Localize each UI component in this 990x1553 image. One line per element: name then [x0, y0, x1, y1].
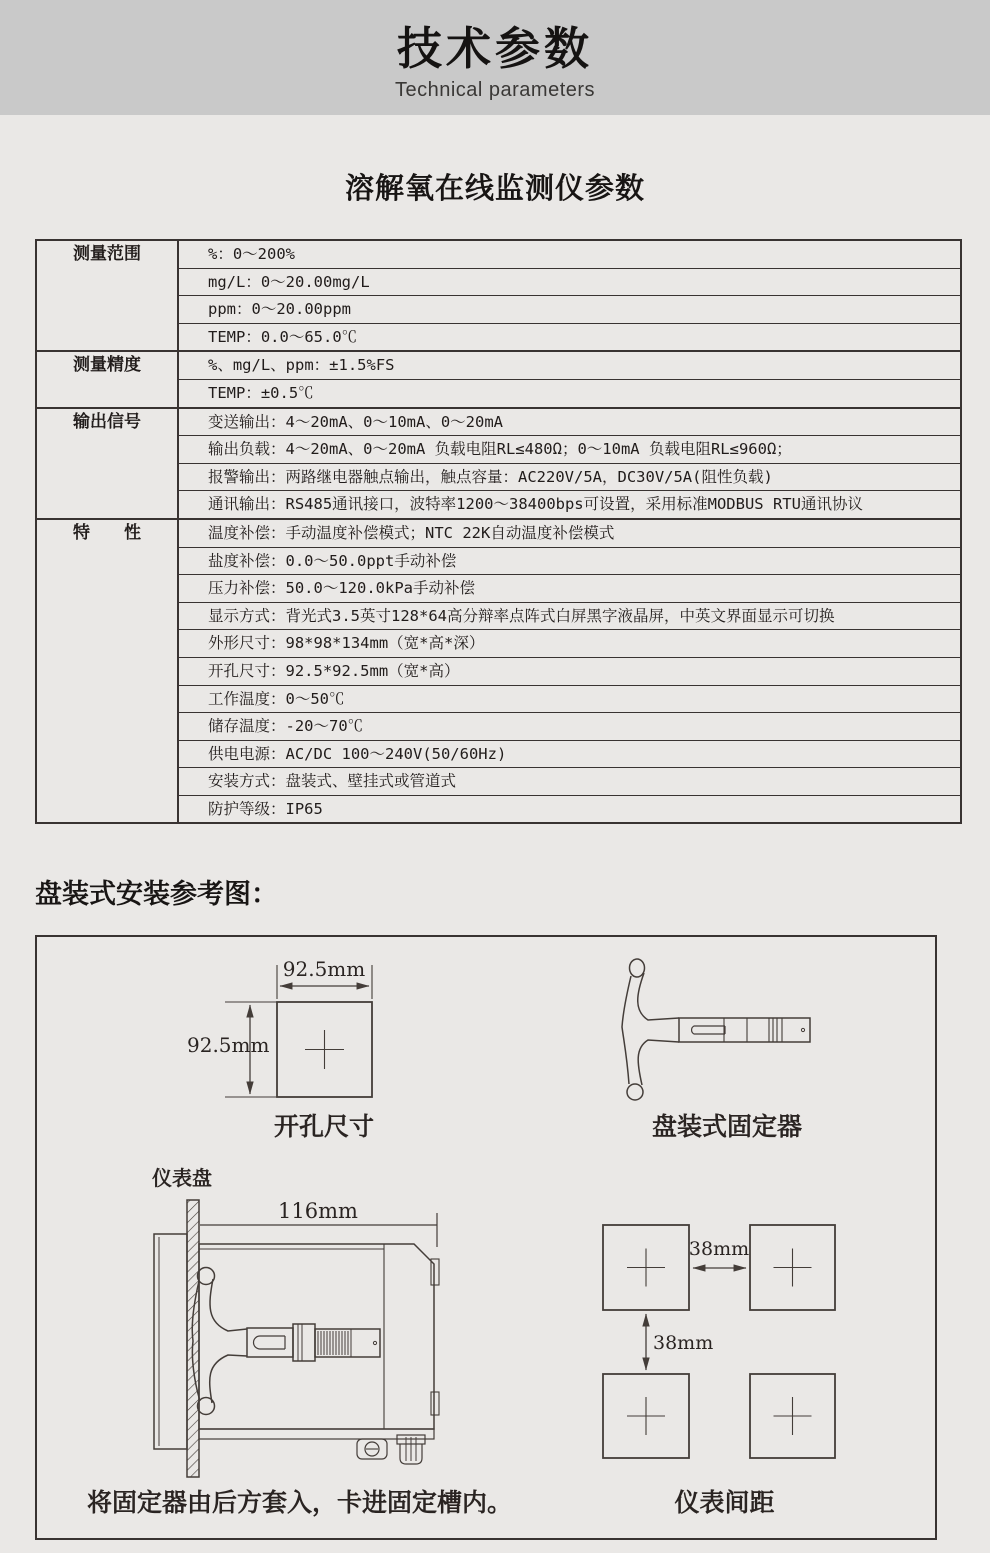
- spacing-v-dim-label: 38mm: [653, 1332, 714, 1354]
- table-row: 工作温度：0～50℃: [179, 685, 960, 713]
- table-group-label: 测量范围: [37, 241, 179, 350]
- header-banner: [0, 0, 990, 115]
- table-row: 报警输出：两路继电器触点输出，触点容量：AC220V/5A，DC30V/5A(阻性负载): [179, 463, 960, 491]
- table-row: mg/L：0～20.00mg/L: [179, 268, 960, 296]
- table-row: 输出负载：4～20mA、0～20mA 负载电阻RL≤480Ω；0～10mA 负载电阻RL≤960Ω；: [179, 435, 960, 463]
- table-row: %：0～200%: [208, 245, 295, 263]
- spacing-caption: 仪表间距: [674, 1489, 775, 1517]
- table-row: %、mg/L、ppm：±1.5%FS: [208, 356, 395, 375]
- table-row: 安装方式：盘装式、壁挂式或管道式: [179, 767, 960, 795]
- install-diagram-box: [35, 935, 937, 1540]
- table-group: [37, 407, 960, 518]
- hole-caption: 开孔尺寸: [273, 1113, 374, 1141]
- page-title: 技术参数: [396, 23, 593, 74]
- install-note: 将固定器由后方套入，卡进固定槽内。: [87, 1489, 513, 1517]
- table-row: 供电电源：AC/DC 100～240V(50/60Hz): [179, 740, 960, 768]
- installation-diagram: [37, 937, 935, 1538]
- table-group-rows: [179, 409, 960, 518]
- fixator-slot: [692, 1026, 725, 1034]
- table-row: 压力补偿：50.0～120.0kPa手动补偿: [179, 574, 960, 602]
- instrument-body: [199, 1244, 434, 1429]
- hole-width-dim-label: 92.5mm: [282, 957, 366, 981]
- table-row: 盐度补偿：0.0～50.0ppt手动补偿: [179, 547, 960, 575]
- section-title: 溶解氧在线监测仪参数: [344, 173, 645, 205]
- table-row: TEMP：±0.5℃: [179, 379, 960, 407]
- table-row: 外形尺寸：98*98*134mm（宽*高*深）: [179, 629, 960, 657]
- table-group: [37, 350, 960, 406]
- table-row: 通讯输出：RS485通讯接口，波特率1200～38400bps可设置，采用标准MODBUS RTU通讯协议: [179, 490, 960, 518]
- fixator-side: [192, 1268, 380, 1415]
- table-row: 储存温度：-20～70℃: [179, 712, 960, 740]
- table-group-label: 测量精度: [37, 352, 179, 406]
- page-subtitle: Technical parameters: [394, 79, 596, 101]
- install-heading: 盘装式安装参考图：: [35, 879, 278, 909]
- fixator-caption: 盘装式固定器: [651, 1113, 802, 1141]
- table-group-rows: [179, 352, 960, 406]
- panel-mount-side-view: [154, 1200, 439, 1477]
- panel-label: 仪表盘: [152, 1168, 212, 1190]
- center-cross: [305, 1030, 344, 1069]
- fixator-front-drawing: [622, 959, 810, 1100]
- spacing-h-dim-label: 38mm: [688, 1238, 750, 1260]
- table-row: TEMP：0.0～65.0℃: [179, 323, 960, 351]
- hole-height-dim-label: 92.5mm: [187, 1033, 270, 1057]
- table-row: 显示方式：背光式3.5英寸128*64高分辩率点阵式白屏黑字液晶屏，中英文界面显示可切换: [179, 602, 960, 630]
- table-row: 防护等级：IP65: [179, 795, 960, 823]
- table-row: 开孔尺寸：92.5*92.5mm（宽*高）: [179, 657, 960, 685]
- table-row: ppm：0～20.00ppm: [179, 295, 960, 323]
- table-group-label: 输出信号: [37, 409, 179, 518]
- table-group-rows: [179, 520, 960, 823]
- table-row: 温度补偿：手动温度补偿模式；NTC 22K自动温度补偿模式: [208, 523, 615, 542]
- table-group: [37, 241, 960, 350]
- depth-dim-label: 116mm: [278, 1199, 358, 1223]
- spec-table: [35, 239, 962, 824]
- table-group-label: 特 性: [37, 520, 179, 823]
- cutout-hole-drawing: [225, 965, 372, 1097]
- table-row: 变送输出：4～20mA、0～10mA、0～20mA: [208, 412, 503, 431]
- table-group-rows: [179, 241, 960, 350]
- fixator-ridges: [318, 1329, 351, 1357]
- table-group: [37, 518, 960, 823]
